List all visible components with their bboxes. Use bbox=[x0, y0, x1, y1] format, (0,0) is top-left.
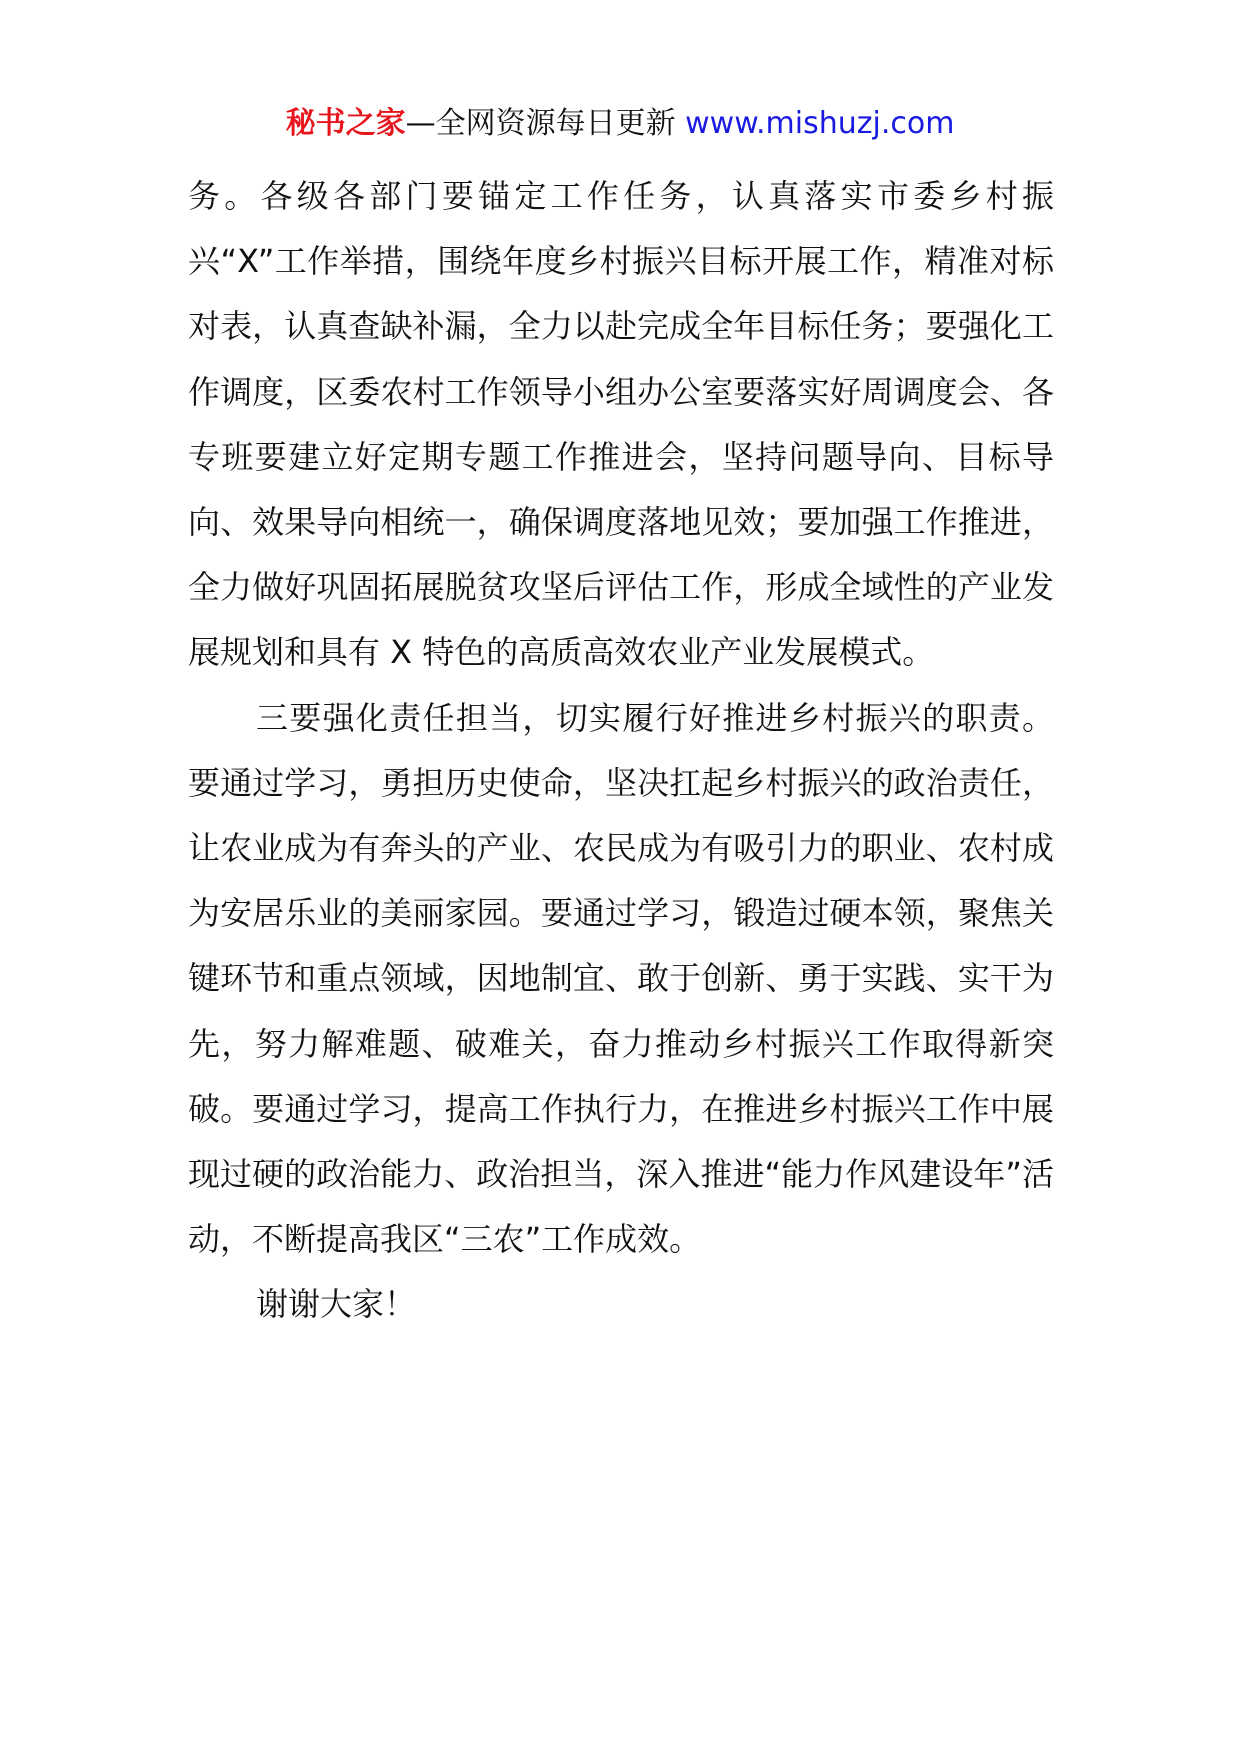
header-slogan: —全网资源每日更新 bbox=[405, 106, 676, 141]
website-url: www.mishuzj.com bbox=[685, 106, 955, 141]
document-body bbox=[188, 164, 1054, 1338]
paragraph-responsibility: 三要强化责任担当，切实履行好推进乡村振兴的职责。要通过学习，勇担历史使命，坚决扛起乡村振兴的政治责任，让农业成为有奔头的产业、农民成为有吸引力的职业、农村成为安居乐业的美丽家园。要通过学习，锻造过硬本领，聚焦关键环节和重点领域，因地制宜、敢于创新、勇于实践、实干为先，努力解难题、破难关，奋力推动乡村振兴工作取得新突破。要通过学习，提高工作执行力，在推进乡村振兴工作中展现过硬的政治能力、政治担当，深入推进“能力作风建设年”活动，不断提高我区“三农”工作成效。 bbox=[188, 698, 1054, 1259]
watermark-header bbox=[0, 102, 1240, 146]
paragraph-closing: 谢谢大家！ bbox=[256, 1285, 417, 1324]
brand-name: 秘书之家 bbox=[285, 106, 406, 141]
paragraph-continuation: 务。各级各部门要锚定工作任务，认真落实市委乡村振兴“X”工作举措，围绕年度乡村振兴目标开展工作，精准对标对表，认真查缺补漏，全力以赴完成全年目标任务；要强化工作调度，区委农村工作领导小组办公室要落实好周调度会、各专班要建立好定期专题工作推进会，坚持问题导向、目标导向、效果导向相统一，确保调度落地见效；要加强工作推进，全力做好巩固拓展脱贫攻坚后评估工作，形成全域性的产业发展规划和具有 X 特色的高质高效农业产业发展模式。 bbox=[188, 177, 1054, 672]
